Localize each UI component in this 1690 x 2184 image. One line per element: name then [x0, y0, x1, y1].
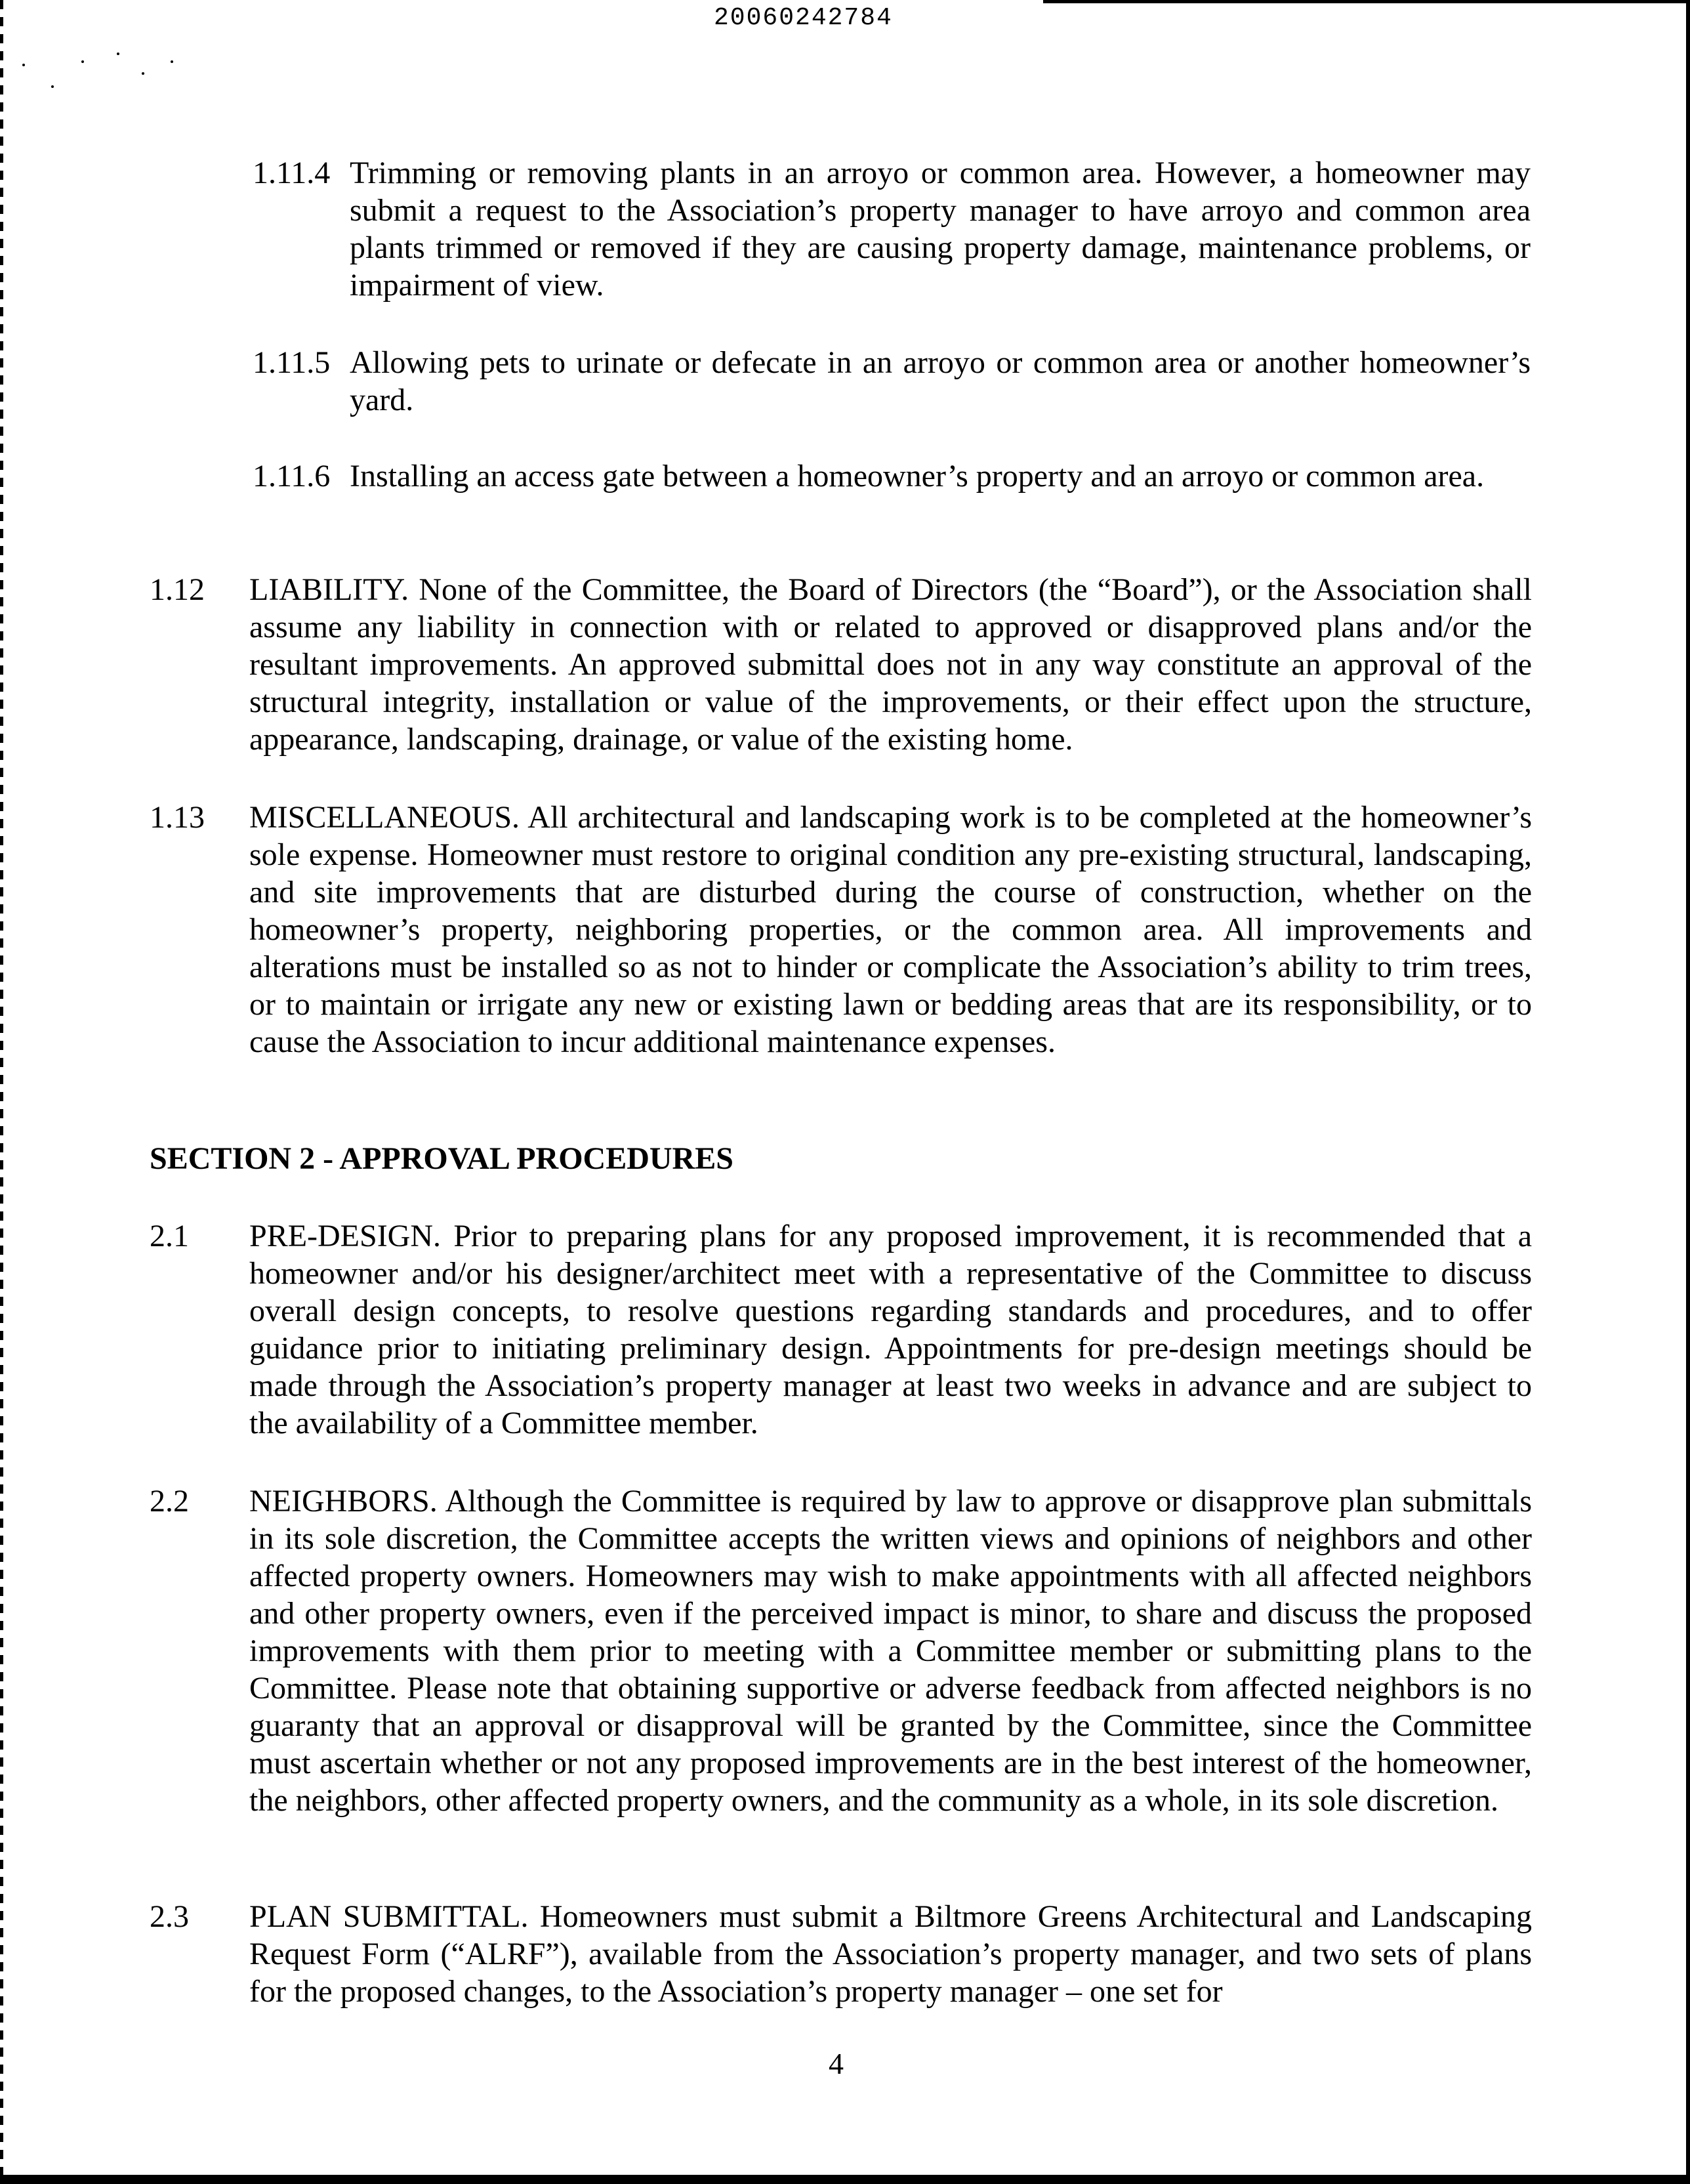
clause-2-1 [150, 1217, 1532, 1444]
clause-number: 2.3 [150, 1899, 189, 1934]
document-number: 20060242784 [714, 4, 893, 32]
scan-bottom-edge [0, 2175, 1690, 2184]
clause-2-3 [150, 1898, 1532, 2013]
clause-1-12 [150, 571, 1532, 761]
scan-speck [22, 64, 25, 66]
page-number: 4 [829, 2047, 844, 2080]
clause-number: 1.11.6 [253, 459, 331, 494]
clause-text: NEIGHBORS. Although the Committee is required by law to approve or disapprove plan submittals in its sole discretion, the Committee accepts the written views and opinions of neighbors and other affected property owners. Homeowners may wish to make appointments with all affected neighbors and other property owners, even if the perceived impact is minor, to share and discuss the proposed improvements with them prior to meeting with a Committee member or submitting plans to the Committee. Please note that obtaining supportive or adverse feedback from affected neighbors is no guaranty that an approval or disapproval will be granted by the Committee, since the Committee must ascertain whether or not any proposed improvements are in the best interest of the homeowner, the neighbors, other affected property owners, and the community as a whole, in its sole discretion. [249, 1484, 1532, 1818]
scan-speck [81, 60, 84, 63]
clause-number: 1.11.4 [253, 156, 331, 190]
section-heading: SECTION 2 - APPROVAL PROCEDURES [150, 1141, 733, 1176]
clause-number: 1.11.5 [253, 345, 331, 380]
clause-number: 1.13 [150, 800, 205, 835]
clause-text: MISCELLANEOUS. All architectural and landscaping work is to be completed at the homeowner’s sole expense. Homeowner must restore to original condition any pre-existing structural, landscaping, and site improvements that are disturbed during the course of construction, whether on the homeowner’s property, neighboring properties, or the common area. All improvements and alterations must be installed so as not to hinder or complicate the Association’s ability to trim trees, or to maintain or irrigate any new or existing lawn or bedding areas that are its responsibility, or to cause the Association to incur additional maintenance expenses. [249, 800, 1532, 1059]
clause-1-11-5 [253, 344, 1532, 419]
clause-number: 2.1 [150, 1219, 189, 1253]
scan-speck [171, 60, 173, 63]
header-rule [1043, 0, 1690, 3]
clause-text: Installing an access gate between a homeowner’s property and an arroyo or common area. [350, 459, 1485, 494]
clause-text: PRE-DESIGN. Prior to preparing plans for any proposed improvement, it is recommended that a homeowner and/or his designer/architect meet with a representative of the Committee to discuss overall design concepts, to resolve questions regarding standards and procedures, and to offer guidance prior to initiating preliminary design. Appointments for pre-design meetings should be made through the Association’s property manager at least two weeks in advance and are subject to the availability of a Committee member. [249, 1219, 1532, 1440]
scan-right-edge [1686, 0, 1690, 2184]
scan-speck [117, 52, 119, 55]
clause-number: 1.12 [150, 572, 205, 607]
clause-1-11-4 [253, 154, 1532, 305]
clause-1-13 [150, 799, 1532, 1101]
clause-2-2 [150, 1482, 1532, 1860]
clause-1-11-6 [253, 457, 1532, 533]
clause-text: Trimming or removing plants in an arroyo or common area. However, a homeowner may submit a request to the Association’s property manager to have arroyo and common area plants trimmed or removed if they are causing property damage, maintenance problems, or impairment of view. [350, 156, 1531, 303]
scan-speck [142, 72, 144, 75]
clause-text: PLAN SUBMITTAL. Homeowners must submit a Biltmore Greens Architectural and Landscaping Request Form (“ALRF”), available from the Association’s property manager, and two sets of plans for the proposed changes, to the Association’s property manager – one set for [249, 1899, 1532, 2009]
clause-text: Allowing pets to urinate or defecate in an arroyo or common area or another homeowner’s yard. [350, 345, 1531, 417]
scan-speck [51, 85, 54, 88]
clause-text: LIABILITY. None of the Committee, the Board of Directors (the “Board”), or the Association shall assume any liability in connection with or related to approved or disapproved plans and/or the resultant improvements. An approved submittal does not in any way constitute an approval of the structural integrity, installation or value of the improvements, or their effect upon the structure, appearance, landscaping, drainage, or value of the existing home. [249, 572, 1532, 757]
clause-number: 2.2 [150, 1484, 189, 1519]
scan-left-edge [0, 0, 3, 2184]
